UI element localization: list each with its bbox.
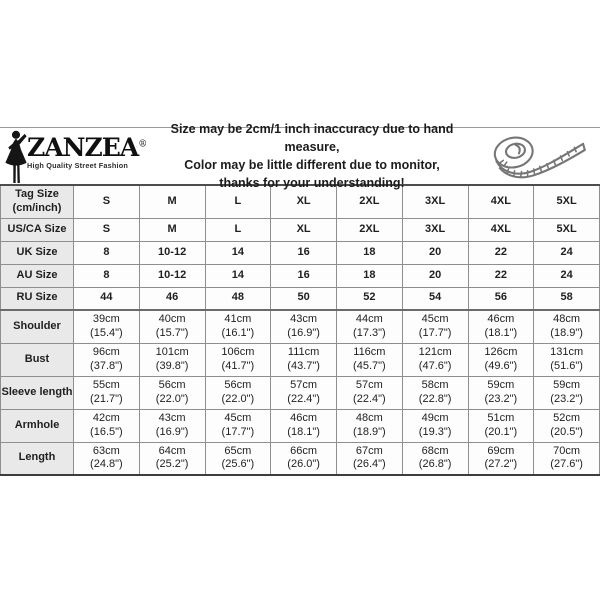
size-cell: 5XL [534, 218, 600, 241]
size-cell: 44 [74, 287, 140, 310]
size-cell: 18 [337, 264, 403, 287]
measurement-cell: 52cm (20.5") [534, 409, 600, 442]
measurement-cell: 64cm (25.2") [139, 442, 205, 475]
measurement-cell: 45cm (17.7") [205, 409, 271, 442]
measurement-cell: 121cm (47.6") [402, 343, 468, 376]
size-cell: 20 [402, 241, 468, 264]
size-cell: 22 [468, 264, 534, 287]
size-cell: 52 [337, 287, 403, 310]
measurement-cell: 96cm (37.8") [74, 343, 140, 376]
measurement-cell: 48cm (18.9") [337, 409, 403, 442]
size-cell: 22 [468, 241, 534, 264]
measurement-cell: 41cm (16.1") [205, 310, 271, 343]
size-cell: 2XL [337, 218, 403, 241]
measurement-cell: 131cm (51.6") [534, 343, 600, 376]
measurement-cell: 101cm (39.8") [139, 343, 205, 376]
table-row [1, 376, 600, 409]
measurement-cell: 43cm (16.9") [139, 409, 205, 442]
size-cell: 4XL [468, 185, 534, 218]
row-label: AU Size [1, 264, 74, 287]
size-cell: 16 [271, 241, 337, 264]
measurement-cell: 58cm (22.8") [402, 376, 468, 409]
size-cell: 24 [534, 264, 600, 287]
row-label: UK Size [1, 241, 74, 264]
brand-name-text: ZANZEA [27, 133, 139, 162]
table-row [1, 442, 600, 475]
size-cell: 10-12 [139, 264, 205, 287]
brand-logo-text [27, 135, 146, 170]
measurement-cell: 66cm (26.0") [271, 442, 337, 475]
measurement-cell: 65cm (25.6") [205, 442, 271, 475]
measurement-cell: 42cm (16.5") [74, 409, 140, 442]
size-cell: 14 [205, 241, 271, 264]
row-label: Length [1, 442, 74, 475]
size-cell: 20 [402, 264, 468, 287]
measurement-cell: 43cm (16.9") [271, 310, 337, 343]
measurement-cell: 63cm (24.8") [74, 442, 140, 475]
size-cell: 54 [402, 287, 468, 310]
table-row [1, 241, 600, 264]
notice-line-1: Size may be 2cm/1 inch inaccuracy due to hand measure, [170, 121, 454, 154]
table-row [1, 310, 600, 343]
measurement-cell: 46cm (18.1") [468, 310, 534, 343]
table-row [1, 409, 600, 442]
measurement-cell: 59cm (23.2") [468, 376, 534, 409]
measurement-cell: 49cm (19.3") [402, 409, 468, 442]
measurement-cell: 57cm (22.4") [271, 376, 337, 409]
measurement-cell: 40cm (15.7") [139, 310, 205, 343]
size-cell: 8 [74, 264, 140, 287]
size-cell: 3XL [402, 185, 468, 218]
measurement-cell: 56cm (22.0") [139, 376, 205, 409]
row-label: Armhole [1, 409, 74, 442]
measurement-cell: 45cm (17.7") [402, 310, 468, 343]
measurement-cell: 55cm (21.7") [74, 376, 140, 409]
table-row [1, 218, 600, 241]
measurement-cell: 51cm (20.1") [468, 409, 534, 442]
size-chart-table [0, 184, 600, 476]
size-cell: M [139, 218, 205, 241]
header-band [0, 121, 600, 191]
size-cell: L [205, 185, 271, 218]
table-row [1, 264, 600, 287]
measurement-cell: 57cm (22.4") [337, 376, 403, 409]
row-label: RU Size [1, 287, 74, 310]
size-cell: 14 [205, 264, 271, 287]
woman-silhouette-icon [3, 130, 29, 184]
size-cell: 2XL [337, 185, 403, 218]
measurement-cell: 126cm (49.6") [468, 343, 534, 376]
measurement-cell: 56cm (22.0") [205, 376, 271, 409]
notice-line-2: Color may be little different due to monitor, [184, 158, 440, 172]
size-cell: 10-12 [139, 241, 205, 264]
measuring-tape [476, 130, 600, 182]
measurement-cell: 116cm (45.7") [337, 343, 403, 376]
size-cell: 8 [74, 241, 140, 264]
row-label: Sleeve length [1, 376, 74, 409]
row-label: Tag Size (cm/inch) [1, 185, 74, 218]
measurement-cell: 44cm (17.3") [337, 310, 403, 343]
table-row [1, 287, 600, 310]
measurement-cell: 59cm (23.2") [534, 376, 600, 409]
brand-logo [0, 128, 148, 184]
table-row [1, 343, 600, 376]
size-cell: 46 [139, 287, 205, 310]
size-cell: 50 [271, 287, 337, 310]
size-cell: S [74, 218, 140, 241]
size-cell: S [74, 185, 140, 218]
size-cell: 5XL [534, 185, 600, 218]
measurement-cell: 39cm (15.4") [74, 310, 140, 343]
brand-tagline: High Quality Street Fashion [27, 161, 129, 170]
measurement-cell: 69cm (27.2") [468, 442, 534, 475]
row-label: Shoulder [1, 310, 74, 343]
measurement-notice [148, 120, 476, 193]
measurement-cell: 111cm (43.7") [271, 343, 337, 376]
notice-line-3: thanks for your understanding! [219, 176, 405, 191]
measurement-cell: 48cm (18.9") [534, 310, 600, 343]
brand-name [27, 135, 146, 160]
measurement-cell: 46cm (18.1") [271, 409, 337, 442]
measurement-cell: 106cm (41.7") [205, 343, 271, 376]
size-cell: 3XL [402, 218, 468, 241]
size-cell: 18 [337, 241, 403, 264]
row-label: Bust [1, 343, 74, 376]
registered-mark: ® [138, 139, 147, 150]
measuring-tape-icon [481, 130, 595, 182]
size-cell: 16 [271, 264, 337, 287]
size-cell: XL [271, 218, 337, 241]
measurement-cell: 68cm (26.8") [402, 442, 468, 475]
size-cell: 58 [534, 287, 600, 310]
content-sheet [0, 121, 600, 476]
row-label: US/CA Size [1, 218, 74, 241]
size-cell: M [139, 185, 205, 218]
size-cell: 4XL [468, 218, 534, 241]
size-cell: 48 [205, 287, 271, 310]
measurement-cell: 70cm (27.6") [534, 442, 600, 475]
measurement-cell: 67cm (26.4") [337, 442, 403, 475]
size-cell: XL [271, 185, 337, 218]
size-cell: L [205, 218, 271, 241]
size-cell: 24 [534, 241, 600, 264]
size-cell: 56 [468, 287, 534, 310]
